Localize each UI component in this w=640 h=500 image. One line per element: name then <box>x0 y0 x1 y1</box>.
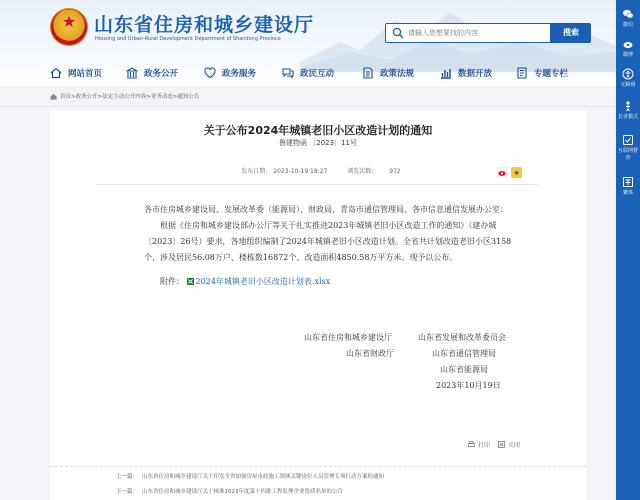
nav-label: 政务服务 <box>222 69 257 79</box>
accessibility-icon <box>622 68 634 80</box>
nav-item-interaction[interactable] <box>282 65 334 81</box>
main-nav <box>0 60 616 86</box>
prev-article <box>116 472 384 480</box>
home-icon <box>50 67 62 79</box>
nav-item-gov-service[interactable] <box>204 65 256 81</box>
sidebar-item-wechat[interactable] <box>616 8 640 28</box>
home-icon <box>50 93 57 100</box>
prev-article-link[interactable]: 山东省住房和城乡建设厅关于印发全省加强房屋市政施工领域关键岗位人员管理专项行动方案的通知 <box>142 474 385 480</box>
service-icon <box>204 67 216 79</box>
views-label: 浏览次数: <box>347 168 374 175</box>
sign-date: 2023年10月19日 <box>436 381 501 390</box>
attachment-label: 附件： <box>160 277 184 286</box>
sidebar-label: 微博 <box>622 52 633 58</box>
title-divider <box>96 184 538 185</box>
next-article <box>116 487 343 495</box>
nav-label: 政策法规 <box>380 69 415 79</box>
search-button[interactable]: 搜索 <box>551 23 591 43</box>
sidebar-label: 长者模式 <box>617 114 638 120</box>
weibo-icon <box>622 38 634 50</box>
svg-text:★: ★ <box>513 169 520 177</box>
signatory-telecom-bureau: 山东省通信管理局 <box>432 349 496 358</box>
article-title: 关于公布2024年城镇老旧小区改造计划的通知 <box>203 124 433 137</box>
sidebar-item-supervision[interactable] <box>616 134 640 161</box>
attachment-line <box>144 274 524 290</box>
sidebar-item-traditional[interactable] <box>616 176 640 196</box>
print-label: 打印 <box>478 442 491 449</box>
attachment-link[interactable]: 2024年城镇老旧小区改造计划表.xlsx <box>195 277 331 286</box>
share-qzone-icon[interactable] <box>511 163 522 177</box>
sidebar-label: 微信 <box>622 22 633 28</box>
nav-label: 数据开放 <box>458 69 493 79</box>
sidebar-label: 繁体 <box>622 190 633 196</box>
elder-mode-icon <box>622 100 634 112</box>
publish-date: 2023-10-19 18:27 <box>273 168 328 175</box>
next-label: 下一篇： <box>116 489 139 495</box>
sidebar-label: 无障碍 <box>620 82 636 88</box>
signatory-housing-dept: 山东省住房和城乡建设厅 <box>304 333 392 342</box>
sidebar-label: 互联网督查 <box>618 148 639 161</box>
traditional-icon <box>622 176 634 188</box>
signatory-finance-dept: 山东省财政厅 <box>346 349 394 358</box>
wechat-icon <box>622 8 634 20</box>
signatory-energy-bureau: 山东省能源局 <box>440 365 488 374</box>
search-icon <box>392 27 404 39</box>
main-paragraph: 根据《住房和城乡建设部办公厅等关于扎实推进2023年城镇老旧小区改造工作的通知》（建办城〔2023〕26号）要求，各地组织编制了2024年城镇老旧小区改造计划。全省共计划改造老旧小区3158个，涉及居民56.08万户、楼栋数16872个、改造面积4850.58万平方米。现予以公布。 <box>144 221 512 262</box>
topic-icon <box>516 67 528 79</box>
article-body <box>144 202 524 290</box>
nav-label: 政务公开 <box>144 69 179 79</box>
law-icon <box>362 67 374 79</box>
sidebar-item-weibo[interactable] <box>616 38 640 58</box>
print-icon <box>468 441 475 448</box>
supervision-icon <box>622 134 634 146</box>
search-box <box>385 23 551 43</box>
print-button[interactable] <box>468 440 490 449</box>
building-icon <box>126 67 138 79</box>
share-icons <box>494 163 522 177</box>
nav-item-home[interactable] <box>50 65 102 81</box>
close-icon <box>498 441 505 448</box>
breadcrumb-path[interactable]: 首页>政务公开>法定主动公开内容>业务动态>通知公告 <box>60 94 200 100</box>
nav-label: 网站首页 <box>68 69 103 79</box>
view-count: 972 <box>389 168 401 175</box>
breadcrumb <box>50 92 199 100</box>
close-button[interactable] <box>498 440 520 449</box>
document-number: 鲁建物函 〔2023〕11号 <box>279 139 357 147</box>
national-emblem-logo[interactable] <box>50 8 88 46</box>
bottom-divider <box>50 466 586 467</box>
site-title[interactable]: 山东省住房和城乡建设厅 <box>94 14 315 36</box>
search-input[interactable] <box>406 25 550 41</box>
site-subtitle: Housing and Urban-Rural Development Department of Shandong Province <box>95 36 281 42</box>
sidebar-item-accessibility[interactable] <box>616 68 640 88</box>
addressees: 各市住房城乡建设局、发展改革委（能源局）、财政局，青岛市通信管理局、各市信息通信发展办公室： <box>144 205 508 214</box>
publish-date-label: 发布日期: <box>241 168 268 175</box>
nav-item-policy[interactable] <box>362 65 414 81</box>
interaction-icon <box>282 67 294 79</box>
nav-item-topic[interactable] <box>516 65 568 81</box>
breadcrumb-bar <box>0 86 616 107</box>
share-weibo-icon[interactable] <box>497 163 508 174</box>
nav-item-gov-affairs[interactable] <box>126 65 178 81</box>
close-label: 关闭 <box>508 442 521 449</box>
nav-item-data[interactable] <box>440 65 492 81</box>
nav-label: 政民互动 <box>300 69 335 79</box>
right-sidebar <box>616 0 640 500</box>
next-article-link[interactable]: 山东省住房和城乡建设厅关于核准2023年度第十四批工程监理企业资质名单的公告 <box>142 489 344 495</box>
sidebar-item-elder-mode[interactable] <box>616 100 640 120</box>
excel-file-icon <box>187 278 194 285</box>
nav-label: 专题专栏 <box>534 69 569 79</box>
article-tools <box>460 440 520 449</box>
data-icon <box>440 67 452 79</box>
prev-label: 上一篇： <box>116 474 139 480</box>
signatory-ndrc: 山东省发展和改革委员会 <box>418 333 506 342</box>
